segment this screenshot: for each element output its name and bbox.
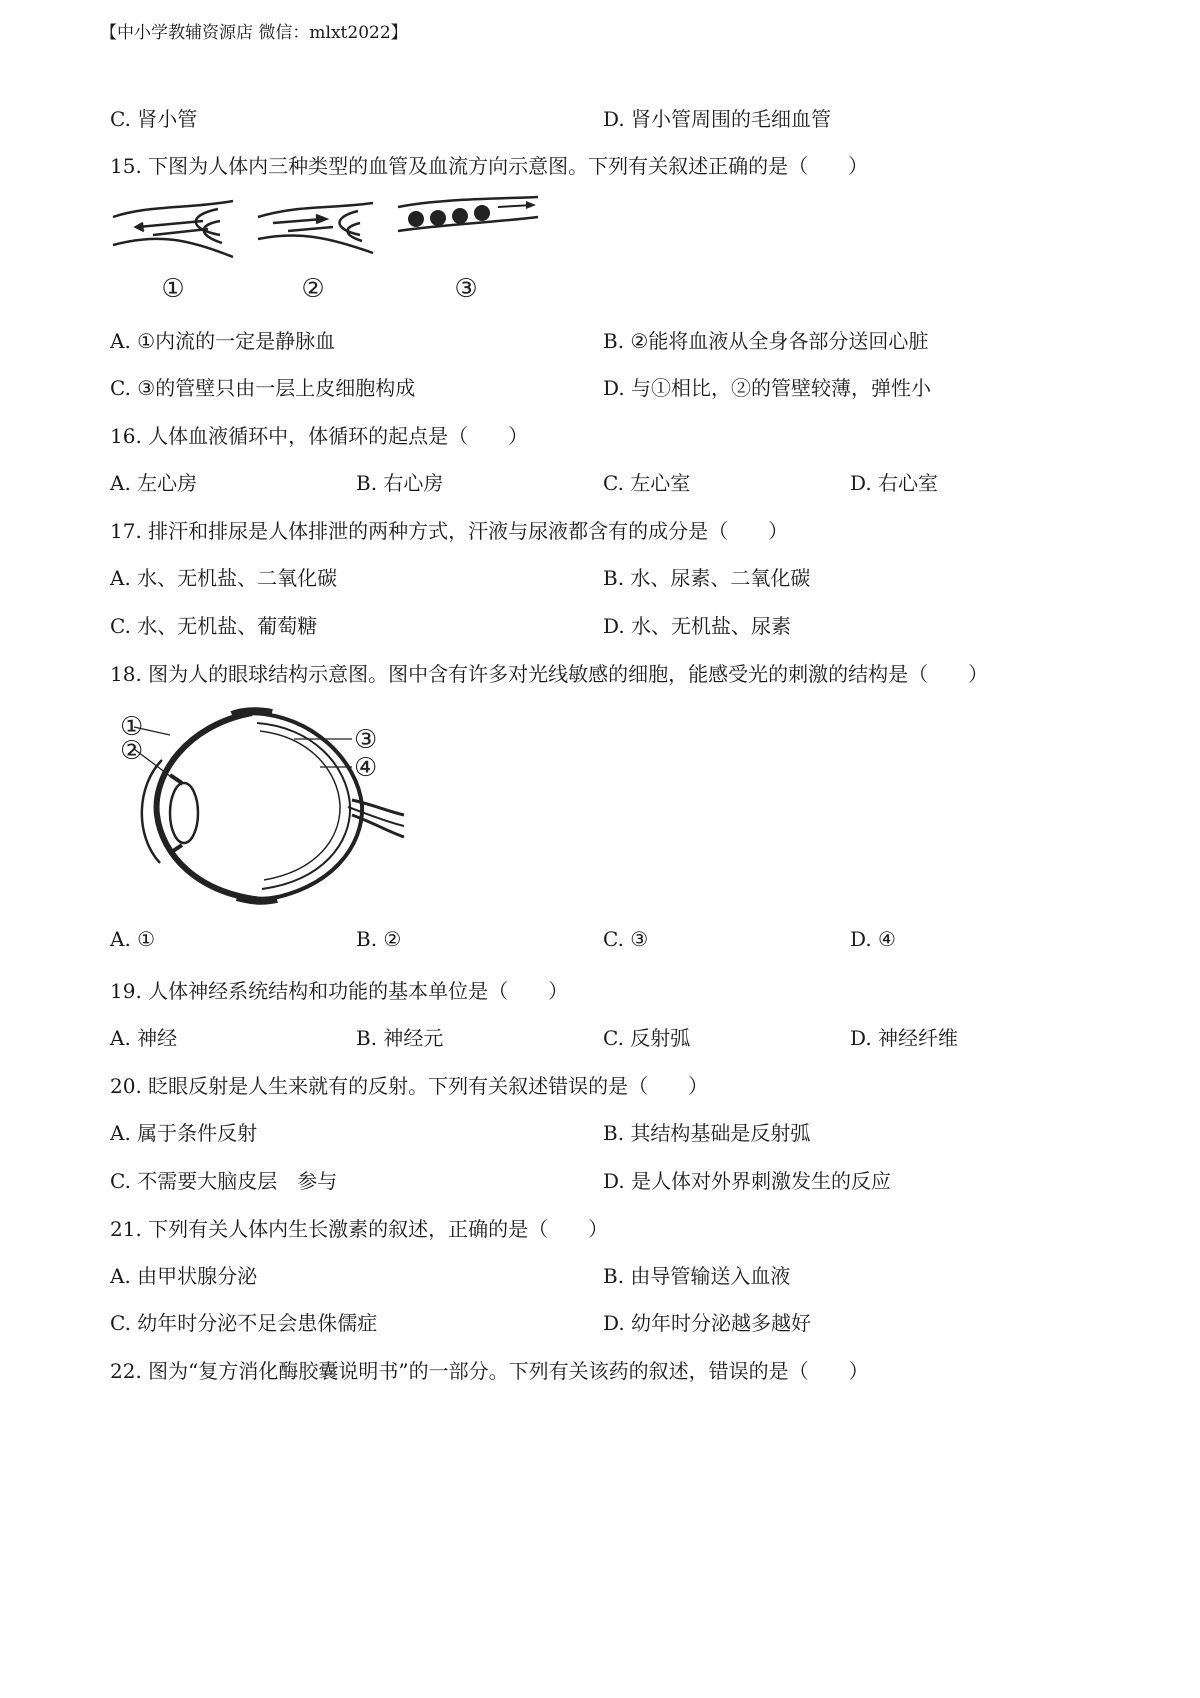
q15-option-c: C. ③的管壁只由一层上皮细胞构成 xyxy=(110,376,416,400)
blood-vessel-figure xyxy=(108,195,548,305)
page-header: 【中小学教辅资源店 微信：mlxt2022】 xyxy=(100,23,408,43)
q16-option-a: A. 左心房 xyxy=(110,471,198,495)
q15-option-d: D. 与①相比，②的管壁较薄，弹性小 xyxy=(603,376,932,400)
q20-stem: 20. 眨眼反射是人生来就有的反射。下列有关叙述错误的是（ ） xyxy=(110,1074,709,1098)
vessel-label-2: ② xyxy=(301,274,325,304)
q21-option-d: D. 幼年时分泌越多越好 xyxy=(603,1311,812,1335)
q19-option-c: C. 反射弧 xyxy=(603,1026,691,1050)
q20-option-d: D. 是人体对外界刺激发生的反应 xyxy=(603,1169,892,1193)
q21-stem: 21. 下列有关人体内生长激素的叙述，正确的是（ ） xyxy=(110,1217,609,1241)
q14-option-d: D. 肾小管周围的毛细血管 xyxy=(603,107,832,131)
q21-option-b: B. 由导管输送入血液 xyxy=(603,1264,791,1288)
q17-option-a: A. 水、无机盐、二氧化碳 xyxy=(110,566,338,590)
q18-option-d: D. ④ xyxy=(850,927,896,951)
q21-option-c: C. 幼年时分泌不足会患侏儒症 xyxy=(110,1311,378,1335)
q19-option-a: A. 神经 xyxy=(110,1026,178,1050)
q20-option-a: A. 属于条件反射 xyxy=(110,1121,258,1145)
q18-option-b: B. ② xyxy=(356,927,402,951)
q21-option-a: A. 由甲状腺分泌 xyxy=(110,1264,258,1288)
q17-option-d: D. 水、无机盐、尿素 xyxy=(603,614,792,638)
q16-option-c: C. 左心室 xyxy=(603,471,691,495)
q18-option-a: A. ① xyxy=(110,927,156,951)
q19-option-d: D. 神经纤维 xyxy=(850,1026,959,1050)
vessel-label-3: ③ xyxy=(454,274,478,304)
q16-option-b: B. 右心房 xyxy=(356,471,444,495)
q19-option-b: B. 神经元 xyxy=(356,1026,444,1050)
vessel-1-illustration xyxy=(113,201,233,257)
q20-option-c: C. 不需要大脑皮层 参与 xyxy=(110,1169,338,1193)
eye-label-4: ④ xyxy=(354,753,378,783)
q17-option-c: C. 水、无机盐、葡萄糖 xyxy=(110,614,318,638)
eye-label-1: ① xyxy=(120,712,144,742)
q15-option-b: B. ②能将血液从全身各部分送回心脏 xyxy=(603,329,929,353)
vessel-3-illustration xyxy=(398,197,538,231)
q17-option-b: B. 水、尿素、二氧化碳 xyxy=(603,566,811,590)
q19-stem: 19. 人体神经系统结构和功能的基本单位是（ ） xyxy=(110,979,569,1003)
q20-option-b: B. 其结构基础是反射弧 xyxy=(603,1121,811,1145)
eye-label-3: ③ xyxy=(354,725,378,755)
vessel-label-1: ① xyxy=(161,274,185,304)
vessel-2-illustration xyxy=(258,203,373,253)
eye-label-2: ② xyxy=(120,736,144,766)
q14-option-c: C. 肾小管 xyxy=(110,107,198,131)
q22-stem: 22. 图为“复方消化酶胶囊说明书”的一部分。下列有关该药的叙述，错误的是（ ） xyxy=(110,1359,869,1383)
q15-option-a: A. ①内流的一定是静脉血 xyxy=(110,329,336,353)
eyeball-figure xyxy=(112,705,412,905)
q18-option-c: C. ③ xyxy=(603,927,649,951)
q16-option-d: D. 右心室 xyxy=(850,471,939,495)
q16-stem: 16. 人体血液循环中，体循环的起点是（ ） xyxy=(110,424,529,448)
q18-stem: 18. 图为人的眼球结构示意图。图中含有许多对光线敏感的细胞，能感受光的刺激的结构是（ ） xyxy=(110,662,989,686)
q15-stem: 15. 下图为人体内三种类型的血管及血流方向示意图。下列有关叙述正确的是（ ） xyxy=(110,154,869,178)
q17-stem: 17. 排汗和排尿是人体排泄的两种方式，汗液与尿液都含有的成分是（ ） xyxy=(110,519,789,543)
